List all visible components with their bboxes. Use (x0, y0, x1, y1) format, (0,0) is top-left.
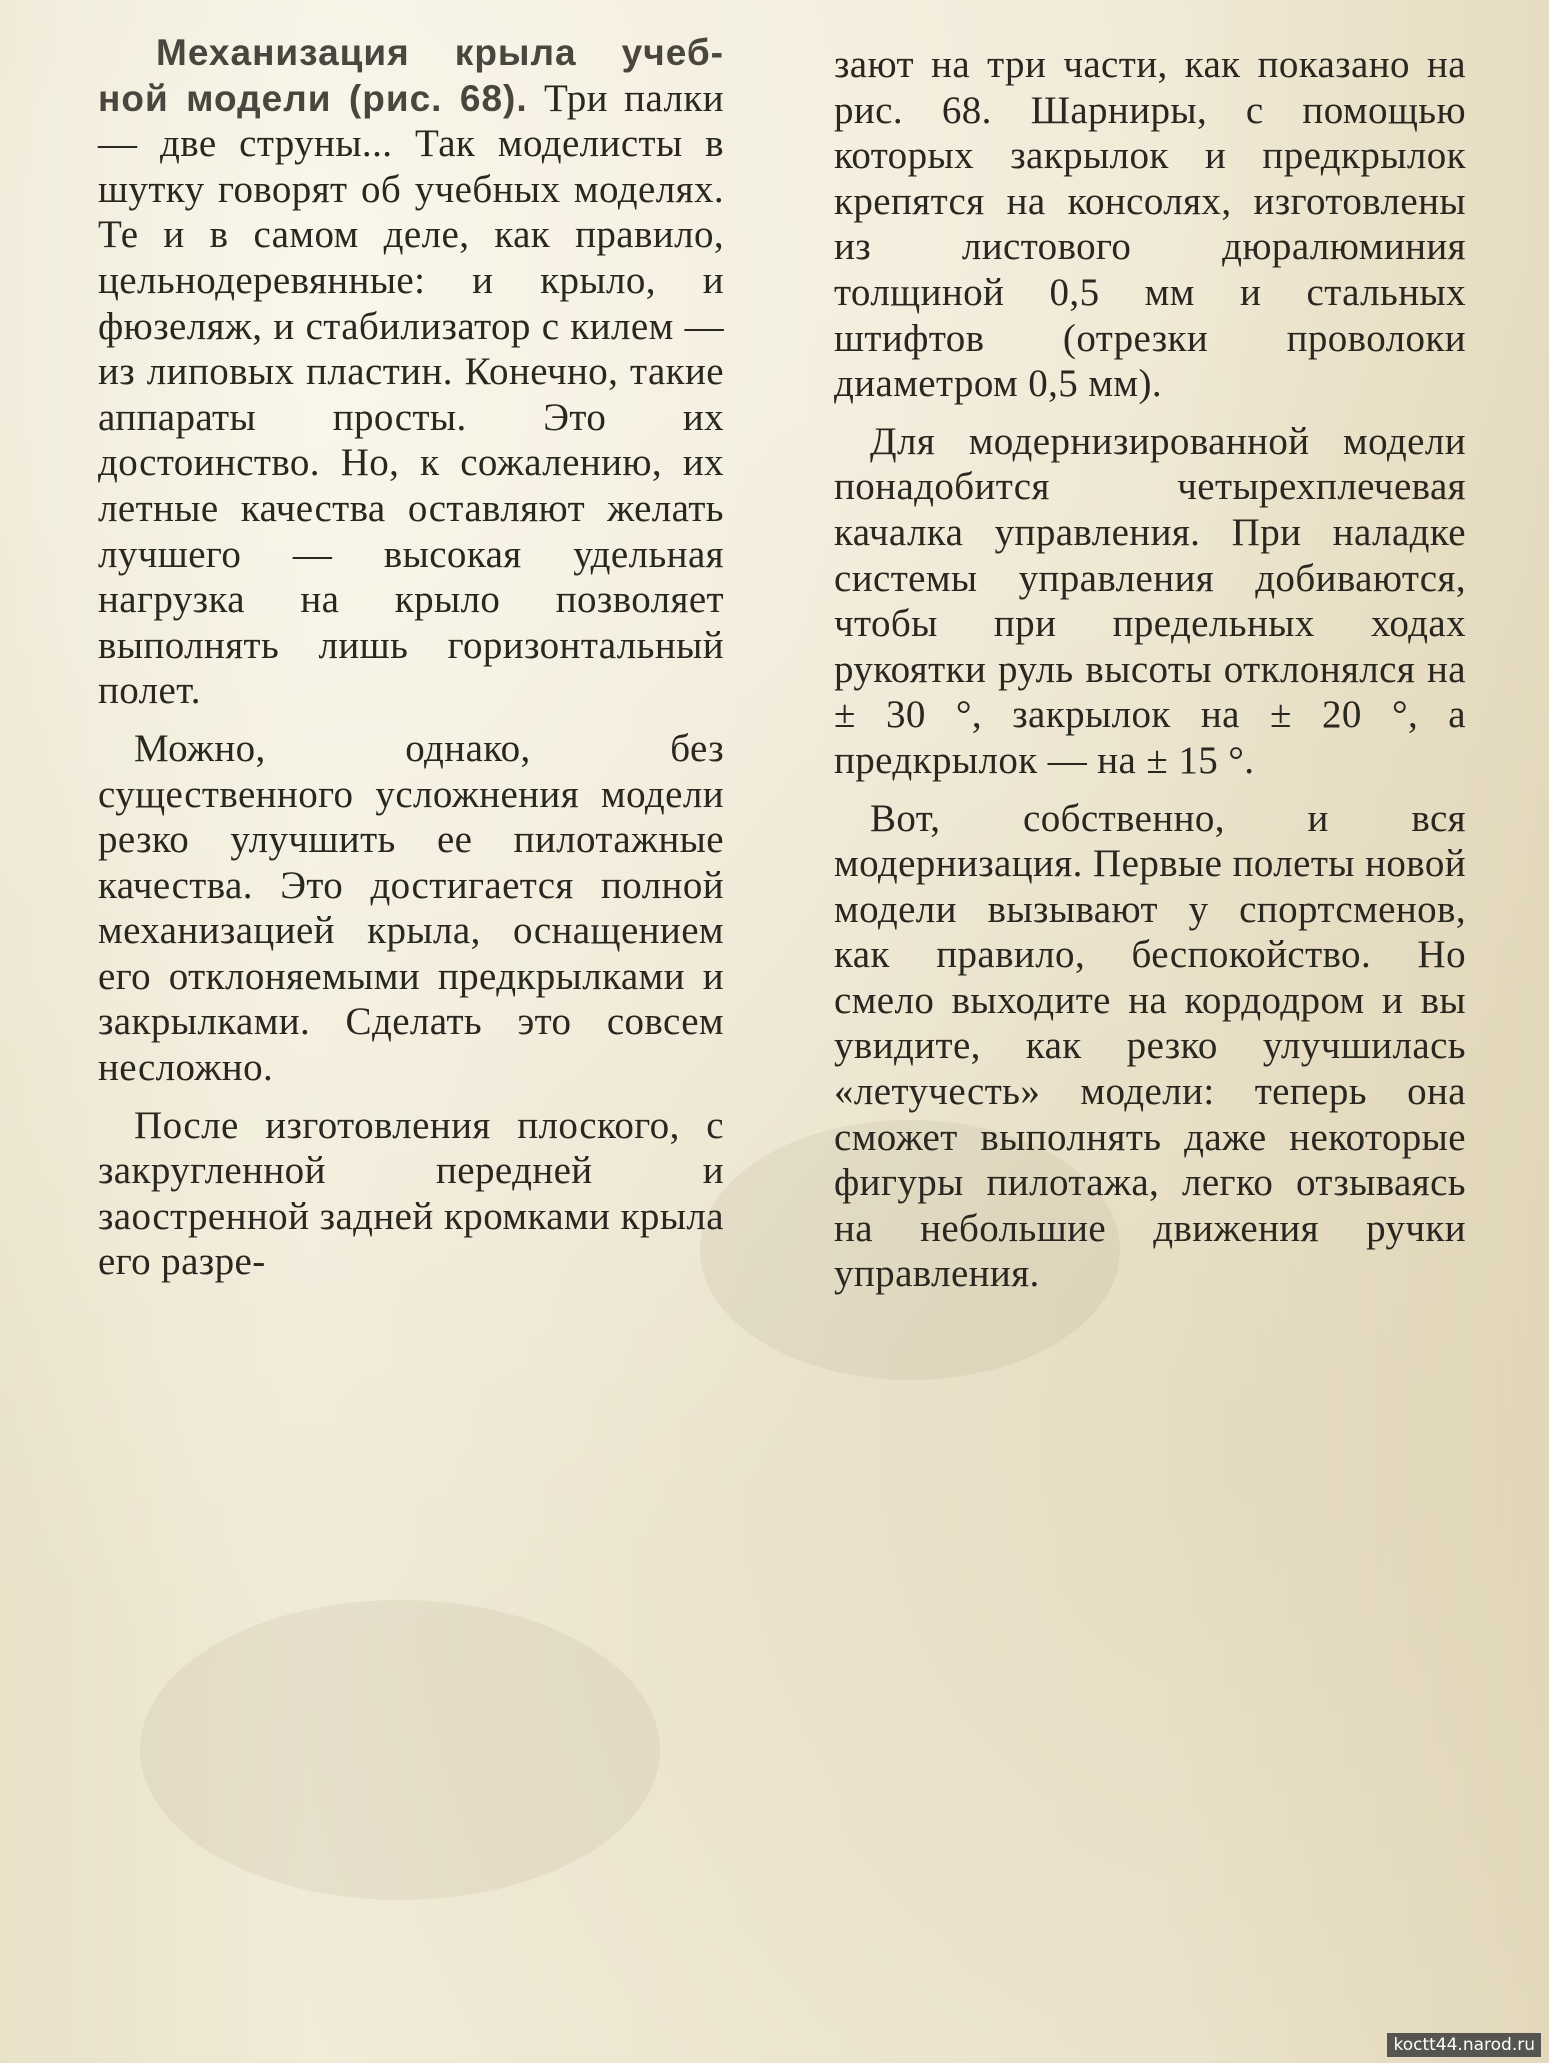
bleed-through-text (60, 1380, 1500, 2040)
site-watermark: koctt44.narod.ru (1387, 2033, 1541, 2057)
right-column (834, 42, 1466, 1309)
paragraph-1 (98, 30, 724, 714)
run-in-heading: Механизация крыла учеб-ной модели (рис. 68). (98, 32, 724, 119)
paragraph-2: Можно, однако, без существенного усложнения модели резко улучшить ее пилотажные качества. Это достигается полной механизацией крыла, оснащением его отклоняемыми предкрылками и закрылками. Сделать это совсем несложно. (98, 726, 724, 1090)
left-column (98, 30, 724, 1297)
paragraph-continued: зают на три части, как показано на рис. 68. Шарниры, с помощью которых закрылок и предкрылок крепятся на консолях, изготовлены из листового дюралюминия толщиной 0,5 мм и стальных штифтов (отрезки проволоки диаметром 0,5 мм). (834, 43, 1466, 406)
paragraph-3: Вот, собственно, и вся модернизация. Первые полеты новой модели вызывают у спортсменов, как правило, беспокойство. Но смело выходите на кордодром и вы увидите, как резко улучшилась «летучесть» модели: теперь она сможет выполнять даже некоторые фигуры пилотажа, легко отзываясь на небольшие движения ручки управления. (834, 796, 1466, 1296)
paragraph-3: После изготовления плоского, с закругленной передней и заостренной задней кромками крыла его разре- (98, 1103, 724, 1284)
paragraph-text: Три палки — две струны... Так моделисты в шутку говорят об учебных моделях. Те и в самом деле, как правило, цельнодеревянные: и крыло, и фюзеляж, и стабилизатор с килем — из липовых пластин. Конечно, такие аппараты просты. Это их достоинство. Но, к сожалению, их летные качества оставляют желать лучшего — высокая удельная нагрузка на крыло позволяет выполнять лишь горизонтальный полет. (98, 76, 724, 713)
paragraph-2: Для модернизированной модели понадобится четырехплечевая качалка управления. При наладке системы управления добиваются, чтобы при предельных ходах рукоятки руль высоты отклонялся на ± 30 °, закрылок на ± 20 °, а предкрылок — на ± 15 °. (834, 419, 1466, 782)
